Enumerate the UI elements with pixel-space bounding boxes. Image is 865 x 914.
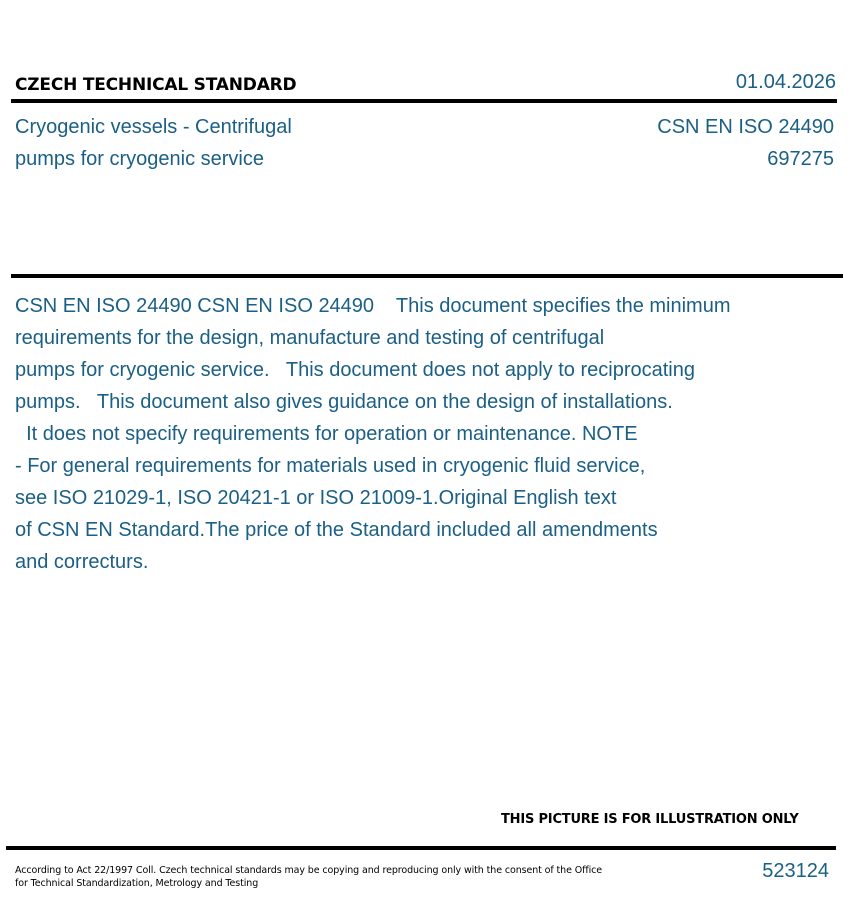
- description-line: pumps. This document also gives guidance on the design of installations.: [15, 391, 673, 413]
- description-line: It does not specify requirements for operation or maintenance. NOTE: [15, 423, 638, 445]
- standard-title-line-1: Cryogenic vessels - Centrifugal: [15, 116, 292, 138]
- illustration-disclaimer: THIS PICTURE IS FOR ILLUSTRATION ONLY: [501, 812, 799, 827]
- description-line: requirements for the design, manufacture and testing of centrifugal: [15, 327, 605, 349]
- header-divider: [11, 99, 837, 103]
- publication-date: 01.04.2026: [735, 71, 836, 93]
- catalog-number: 697275: [767, 148, 834, 170]
- legal-notice: [15, 864, 602, 890]
- description-line: - For general requirements for materials used in cryogenic fluid service,: [15, 455, 646, 477]
- legal-notice-line: According to Act 22/1997 Coll. Czech technical standards may be copying and reproducing only with the consent of the Office: [15, 865, 603, 876]
- standard-description: [15, 290, 815, 578]
- footer-code: 523124: [762, 860, 829, 882]
- standard-type-heading: CZECH TECHNICAL STANDARD: [15, 75, 297, 95]
- description-line: of CSN EN Standard.The price of the Standard included all amendments: [15, 519, 658, 541]
- description-line: see ISO 21029-1, ISO 20421-1 or ISO 21009-1.Original English text: [15, 487, 617, 509]
- legal-notice-line: for Technical Standardization, Metrology and Testing: [15, 878, 259, 889]
- title-divider: [11, 274, 843, 278]
- description-line: and correcturs.: [15, 551, 149, 573]
- description-line: CSN EN ISO 24490 CSN EN ISO 24490 This document specifies the minimum: [15, 295, 731, 317]
- description-line: pumps for cryogenic service. This document does not apply to reciprocating: [15, 359, 695, 381]
- standard-title-line-2: pumps for cryogenic service: [15, 148, 264, 170]
- standard-number: CSN EN ISO 24490: [657, 116, 834, 138]
- footer-divider: [6, 846, 836, 850]
